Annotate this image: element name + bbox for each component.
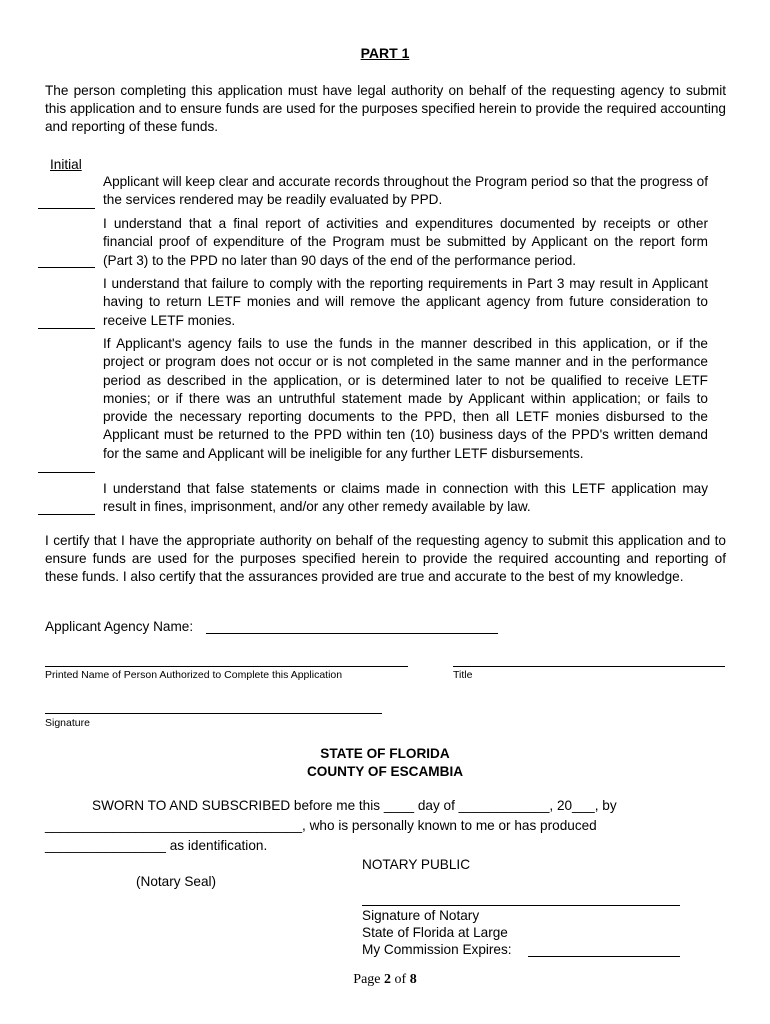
agency-name-field[interactable] bbox=[206, 633, 498, 634]
state-heading: STATE OF FLORIDA bbox=[320, 746, 450, 761]
initial-blank[interactable] bbox=[38, 208, 95, 209]
initial-blank[interactable] bbox=[38, 514, 95, 515]
sworn-line-2: __________________________________, who is personally known to me or has produced bbox=[45, 818, 597, 833]
initial-blank[interactable] bbox=[38, 328, 95, 329]
of-word: of bbox=[394, 972, 407, 987]
printed-name-field[interactable] bbox=[45, 666, 408, 667]
title-field[interactable] bbox=[453, 666, 725, 667]
notary-signature-label: Signature of Notary bbox=[362, 908, 480, 923]
page-title: PART 1 bbox=[360, 45, 410, 61]
initial-blank[interactable] bbox=[38, 267, 95, 268]
commission-expires-field[interactable] bbox=[528, 956, 680, 957]
item-final-report: I understand that a final report of activities and expenditures documented by receipts or other financial proof of expenditure of the Program must be submitted by Applicant on the report form (Part 3) to the PPD no later than 90 days of the end of the performance period. bbox=[103, 216, 708, 268]
initial-header: Initial bbox=[50, 157, 82, 172]
sworn-line-3: ________________ as identification. bbox=[45, 838, 268, 853]
notary-signature-field[interactable] bbox=[362, 905, 680, 906]
initial-blank[interactable] bbox=[38, 472, 95, 473]
item-false-statements: I understand that false statements or claims made in connection with this LETF application may result in fines, imprisonment, and/or any other remedy available by law. bbox=[103, 481, 708, 515]
county-heading: COUNTY OF ESCAMBIA bbox=[306, 764, 464, 779]
signature-label: Signature bbox=[45, 717, 90, 729]
agency-name-label: Applicant Agency Name: bbox=[45, 619, 194, 634]
item-funds-return: If Applicant's agency fails to use the funds in the manner described in this application, or if the project or program does not occur or is not completed in the same manner and in the performance period as described in the application, or is determined later to not be qualified to receive LETF monies; or if there was an untruthful statement made by Applicant within application; or fails to provide the necessary reporting documents to the PPD, then all LETF monies disbursed to the Applicant must be returned to the PPD within ten (10) business days of the PPD's written demand for the same and Applicant will be ineligible for any further LETF disbursements. bbox=[103, 336, 708, 461]
total-pages: 8 bbox=[409, 972, 417, 987]
item-reporting-compliance: I understand that failure to comply with the reporting requirements in Part 3 may result in Applicant having to return LETF monies and will remove the applicant agency from future consideration to receive LETF monies. bbox=[103, 276, 708, 328]
sworn-line-1: SWORN TO AND SUBSCRIBED before me this ____ day of ____________, 20___, by bbox=[92, 798, 617, 813]
certification-paragraph: I certify that I have the appropriate authority on behalf of the requesting agency to submit this application and to ensure funds are used for the purposes specified herein to provide the required accounting and reporting of these funds. I also certify that the assurances provided are true and accurate to the best of my knowledge. bbox=[45, 533, 726, 584]
commission-expires-label: My Commission Expires: bbox=[362, 942, 512, 957]
printed-name-label: Printed Name of Person Authorized to Complete this Application bbox=[45, 669, 343, 681]
item-records: Applicant will keep clear and accurate records throughout the Program period so that the progress of the services rendered may be readily evaluated by PPD. bbox=[103, 174, 708, 208]
state-at-large-label: State of Florida at Large bbox=[362, 925, 508, 940]
intro-paragraph: The person completing this application must have legal authority on behalf of the requesting agency to submit this application and to ensure funds are used for the purposes specified herein to provide the required accounting and reporting of these funds. bbox=[45, 83, 726, 134]
title-label: Title bbox=[453, 669, 473, 681]
current-page: 2 bbox=[384, 972, 392, 987]
page-number bbox=[0, 972, 770, 988]
notary-public-label: NOTARY PUBLIC bbox=[362, 857, 471, 872]
page-word: Page bbox=[353, 972, 381, 987]
notary-seal-label: (Notary Seal) bbox=[136, 874, 217, 889]
signature-field[interactable] bbox=[45, 713, 382, 714]
